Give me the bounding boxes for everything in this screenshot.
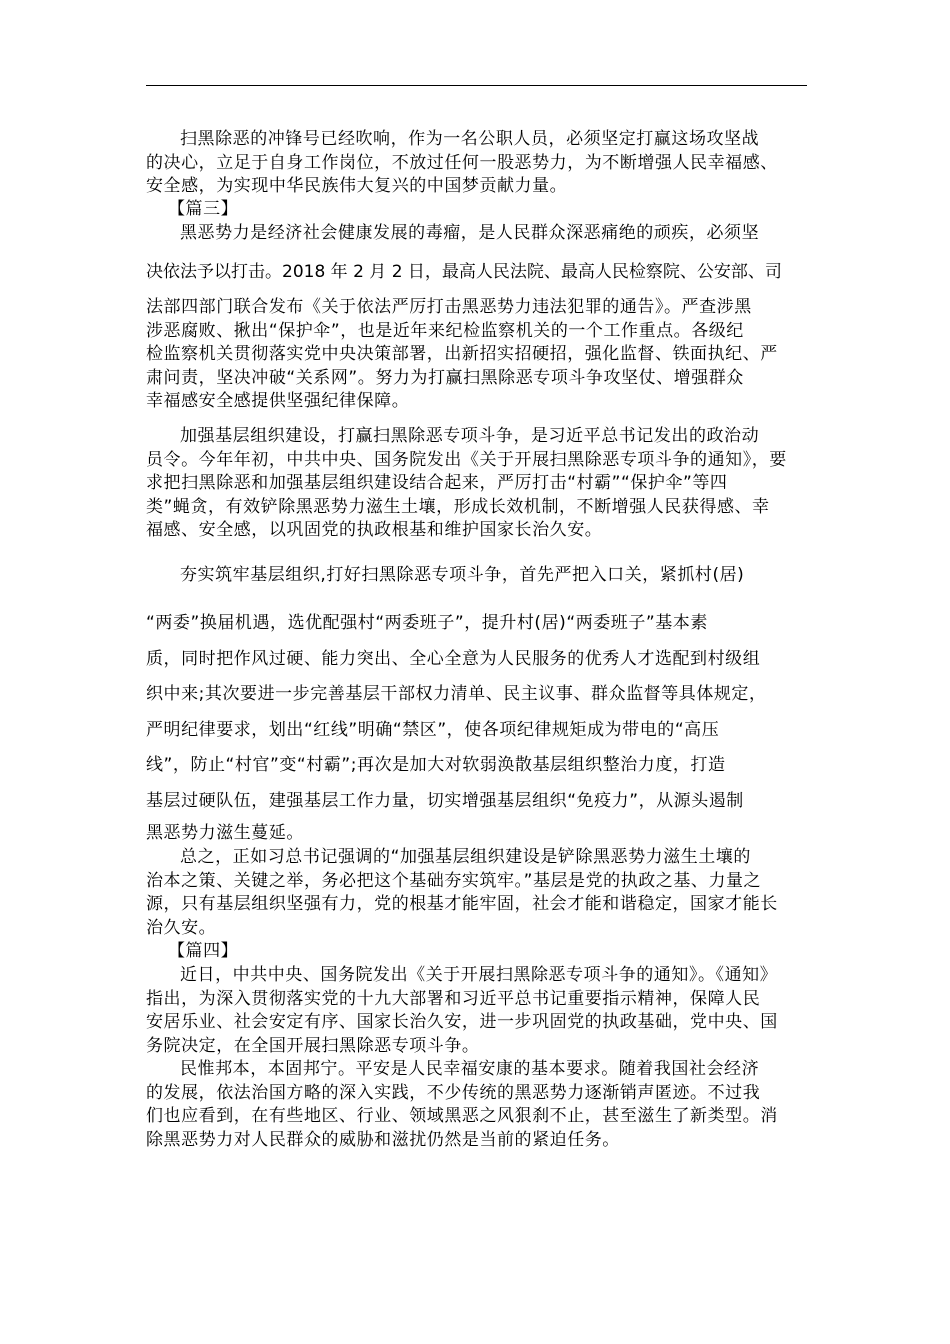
paragraph-2-body	[146, 296, 810, 414]
text-line: 求把扫黑除恶和加强基层组织建设结合起来，严厉打击“村霸”“保护伞”等四	[146, 473, 728, 493]
text-line: 务院决定，在全国开展扫黑除恶专项斗争。	[146, 1035, 480, 1056]
text-line: 肃问责，坚决冲破“关系网”。努力为打赢扫黑除恶专项斗争攻坚仗、增强群众	[146, 367, 744, 388]
paragraph-2-line-1	[146, 222, 810, 246]
section-heading-4	[146, 940, 810, 964]
text-line: 法部四部门联合发布《关于依法严厉打击黑恶势力违法犯罪的通告》。严查涉黑	[146, 297, 752, 317]
text-line: 总之，正如习总书记强调的“加强基层组织建设是铲除黑恶势力滋生土壤的	[180, 847, 751, 867]
text-line: 安居乐业、社会安定有序、国家长治久安，进一步巩固党的执政基础，党中央、国	[146, 1012, 778, 1032]
text-line: 的决心，立足于自身工作岗位，不放过任何一股恶势力，为不断增强人民幸福感、	[146, 152, 778, 173]
text-line: 幸福感安全感提供坚强纪律保障。	[146, 391, 410, 411]
text-line: 严明纪律要求，划出“红线”明确“禁区”，使各项纪律规矩成为带电的“高压	[146, 719, 720, 740]
text-line: 们也应看到，在有些地区、行业、领域黑恶之风狠刹不止，甚至滋生了新类型。消	[146, 1106, 778, 1126]
paragraph-4-line-1	[146, 564, 810, 588]
text-line: 加强基层组织建设，打赢扫黑除恶专项斗争，是习近平总书记发出的政治动	[180, 426, 760, 446]
text-line: 除黑恶势力对人民群众的威胁和滋扰仍然是当前的紧迫任务。	[146, 1129, 620, 1150]
paragraph-2-line-2	[146, 261, 810, 285]
text-line: 类”蝇贪，有效铲除黑恶势力滋生土壤，形成长效机制，不断增强人民获得感、幸	[146, 496, 770, 517]
text-line: 决依法予以打击。2018 年 2 月 2 日，最高人民法院、最高人民检察院、公安部、司	[146, 262, 782, 282]
text-line: 民惟邦本，本固邦宁。平安是人民幸福安康的基本要求。随着我国社会经济	[180, 1059, 760, 1079]
text-line: 质，同时把作风过硬、能力突出、全心全意为人民服务的优秀人才选配到村级组	[146, 648, 761, 669]
section-heading-3	[146, 198, 810, 222]
text-line: 治久安。	[146, 917, 217, 938]
paragraph-7	[146, 1058, 810, 1152]
heading-text: 【篇三】	[168, 199, 239, 219]
text-line: 基层过硬队伍，建强基层工作力量，切实增强基层组织“免疫力”，从源头遏制	[146, 790, 744, 811]
text-line: 黑恶势力是经济社会健康发展的毒瘤，是人民群众深恶痛绝的顽疾，必须坚	[180, 223, 760, 243]
text-line: 源，只有基层组织坚强有力，党的根基才能牢固，社会才能和谐稳定，国家才能长	[146, 894, 778, 914]
text-line: 扫黑除恶的冲锋号已经吹响，作为一名公职人员，必须坚定打赢这场攻坚战	[180, 129, 760, 149]
paragraph-6	[146, 964, 810, 1058]
text-line: 指出，为深入贯彻落实党的十九大部署和习近平总书记重要指示精神，保障人民	[146, 988, 761, 1009]
paragraph-4-body	[146, 606, 810, 819]
text-line: 的发展，依法治国方略的深入实践，不少传统的黑恶势力逐渐销声匿迹。不过我	[146, 1082, 761, 1103]
text-line: 检监察机关贯彻落实党中央决策部署，出新招实招硬招，强化监督、铁面执纪、严	[146, 344, 778, 364]
paragraph-5	[146, 846, 810, 940]
text-line: 福感、安全感，以巩固党的执政根基和维护国家长治久安。	[146, 520, 603, 540]
paragraph-4-end	[146, 822, 810, 846]
text-line: 织中来;其次要进一步完善基层干部权力清单、民主议事、群众监督等具体规定，	[146, 684, 767, 704]
text-line: 线”，防止“村官”变“村霸”;再次是加大对软弱涣散基层组织整治力度，打造	[146, 755, 726, 775]
header-rule	[146, 85, 807, 86]
text-line: 治本之策、关键之举，务必把这个基础夯实筑牢。”基层是党的执政之基、力量之	[146, 870, 762, 891]
text-line: “两委”换届机遇，选优配强村“两委班子”，提升村(居)“两委班子”基本素	[146, 613, 708, 633]
text-line: 近日，中共中央、国务院发出《关于开展扫黑除恶专项斗争的通知》。《通知》	[180, 965, 778, 985]
paragraph-3	[146, 425, 810, 543]
text-line: 安全感，为实现中华民族伟大复兴的中国梦贡献力量。	[146, 176, 568, 196]
paragraph-1	[146, 128, 810, 199]
text-line: 夯实筑牢基层组织,打好扫黑除恶专项斗争，首先严把入口关，紧抓村(居)	[180, 565, 745, 585]
heading-text: 【篇四】	[168, 941, 239, 961]
text-line: 黑恶势力滋生蔓延。	[146, 823, 304, 843]
text-line: 员令。今年年初，中共中央、国务院发出《关于开展扫黑除恶专项斗争的通知》，要	[146, 449, 787, 470]
text-line: 涉恶腐败、揪出“保护伞”，也是近年来纪检监察机关的一个工作重点。各级纪	[146, 320, 744, 341]
